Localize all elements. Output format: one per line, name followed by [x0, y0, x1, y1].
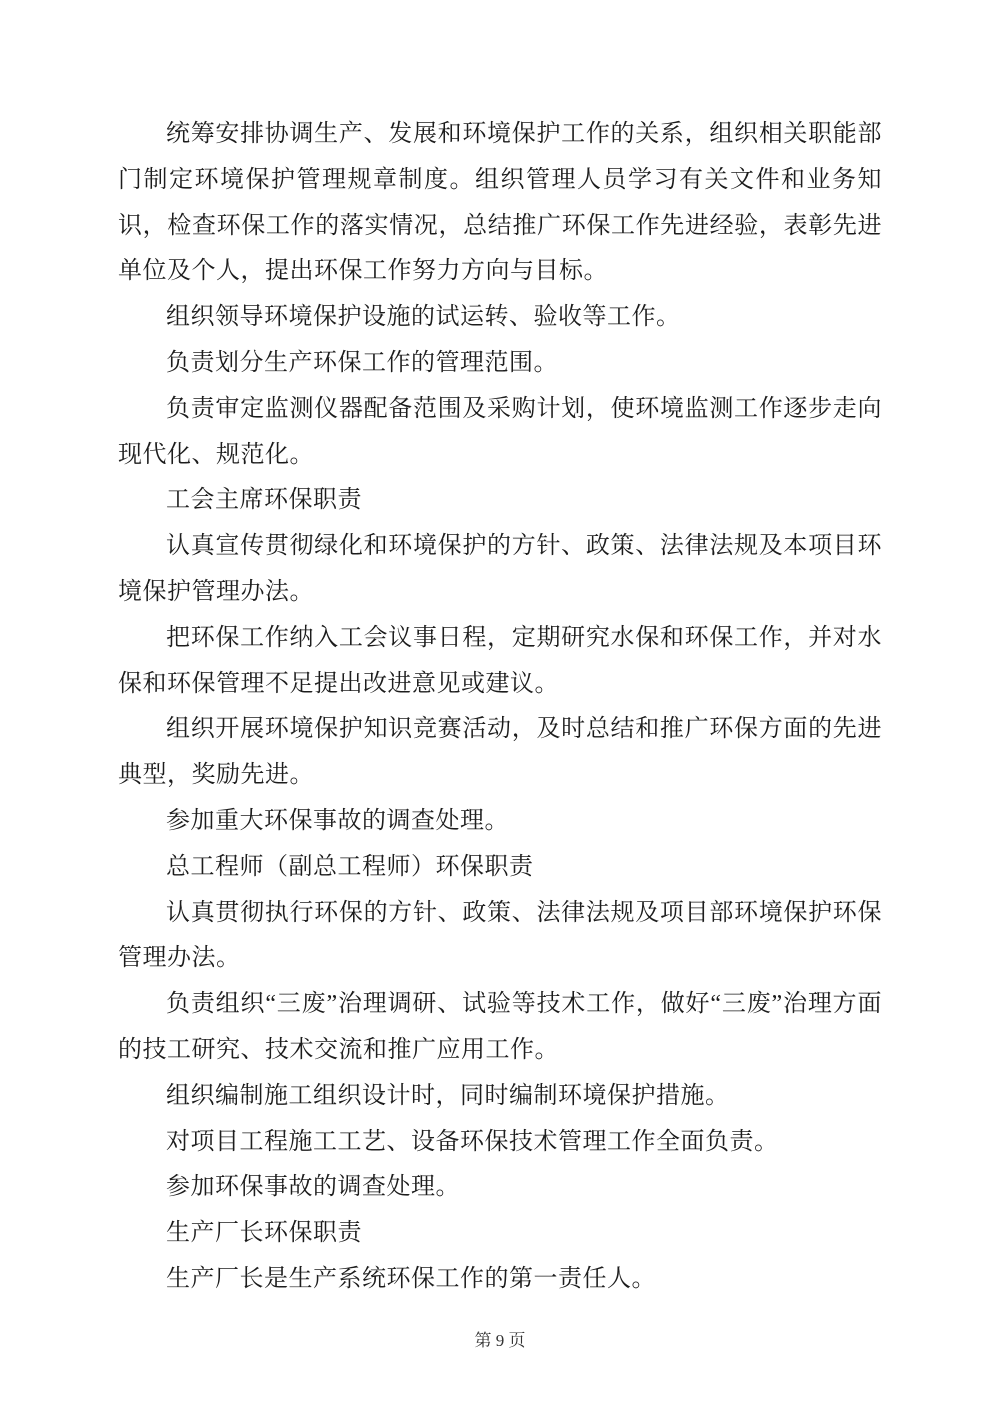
- paragraph: 生产厂长环保职责: [166, 1220, 362, 1247]
- page-footer: [0, 1330, 1000, 1352]
- paragraph: 参加重大环保事故的调查处理。: [166, 807, 509, 834]
- document-body: [118, 112, 882, 1303]
- paragraph: 负责划分生产环保工作的管理范围。: [166, 349, 558, 376]
- paragraph: 组织领导环境保护设施的试运转、验收等工作。: [166, 304, 681, 331]
- paragraph: 负责组织“三废”治理调研、试验等技术工作，做好“三废”治理方面的技工研究、技术交流和推广应用工作。: [118, 991, 882, 1063]
- paragraph: 总工程师（副总工程师）环保职责: [166, 853, 534, 880]
- paragraph: 负责审定监测仪器配备范围及采购计划，使环境监测工作逐步走向现代化、规范化。: [118, 395, 882, 468]
- paragraph: 生产厂长是生产系统环保工作的第一责任人。: [166, 1265, 656, 1292]
- paragraph: 组织编制施工组织设计时，同时编制环境保护措施。: [166, 1082, 730, 1109]
- paragraph: 工会主席环保职责: [166, 487, 362, 514]
- paragraph: 组织开展环境保护知识竞赛活动，及时总结和推广环保方面的先进典型，奖励先进。: [118, 716, 882, 789]
- paragraph: 认真贯彻执行环保的方针、政策、法律法规及项目部环境保护环保管理办法。: [118, 899, 882, 972]
- paragraph: 统筹安排协调生产、发展和环境保护工作的关系，组织相关职能部门制定环境保护管理规章制度。组织管理人员学习有关文件和业务知识，检查环保工作的落实情况，总结推广环保工作先进经验，表彰先进单位及个人，提出环保工作努力方向与目标。: [118, 121, 882, 285]
- page-number-label: 第 9 页: [474, 1331, 526, 1350]
- paragraph: 对项目工程施工工艺、设备环保技术管理工作全面负责。: [166, 1128, 779, 1155]
- paragraph: 认真宣传贯彻绿化和环境保护的方针、政策、法律法规及本项目环境保护管理办法。: [118, 533, 882, 605]
- paragraph: 参加环保事故的调查处理。: [166, 1174, 460, 1201]
- paragraph: 把环保工作纳入工会议事日程，定期研究水保和环保工作，并对水保和环保管理不足提出改进意见或建议。: [118, 624, 882, 697]
